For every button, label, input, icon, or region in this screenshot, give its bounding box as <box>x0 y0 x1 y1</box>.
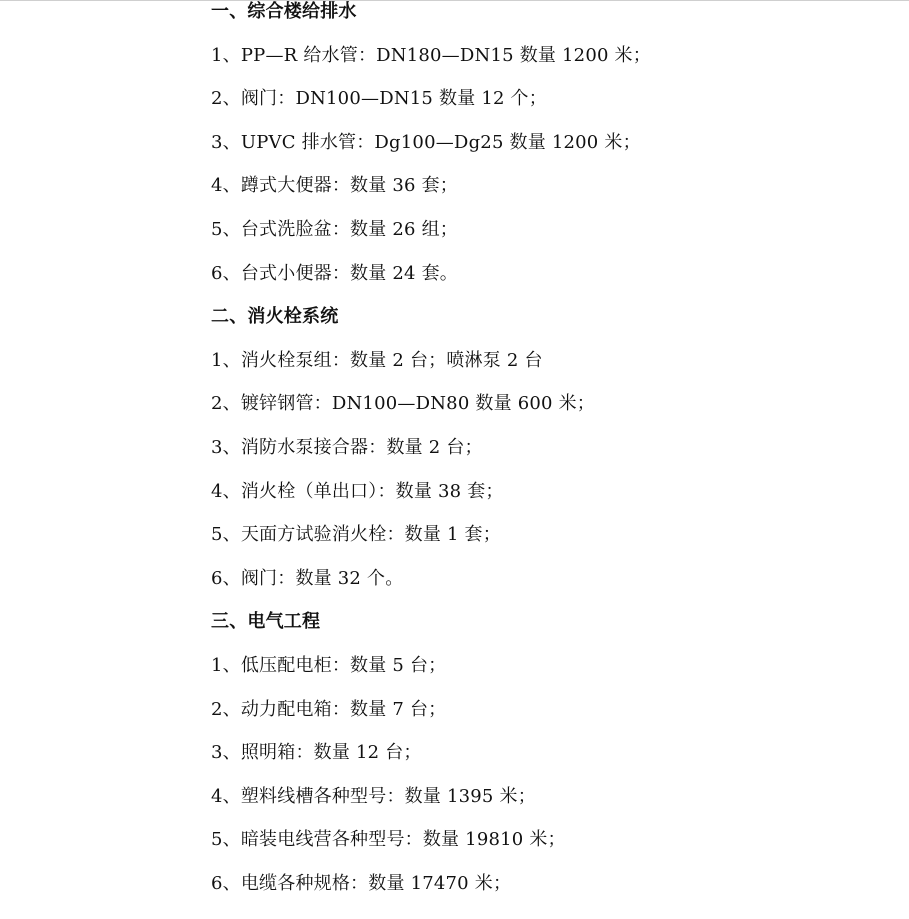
list-item: 5、暗装电线营各种型号：数量 19810 米； <box>211 829 566 851</box>
list-item: 2、动力配电箱：数量 7 台； <box>211 698 447 720</box>
section-heading-2: 二、消火栓系统 <box>211 306 339 328</box>
section-heading-3: 三、电气工程 <box>211 611 321 633</box>
list-item: 6、阀门：数量 32 个。 <box>211 567 404 589</box>
list-item: 4、塑料线槽各种型号：数量 1395 米； <box>211 785 536 807</box>
list-item: 5、天面方试验消火栓：数量 1 套； <box>211 524 501 546</box>
list-item: 2、镀锌钢管：DN100—DN80 数量 600 米； <box>211 393 595 415</box>
list-item: 4、消火栓（单出口）：数量 38 套； <box>211 480 504 502</box>
list-item: 3、UPVC 排水管：Dg100—Dg25 数量 1200 米； <box>211 131 641 153</box>
list-item: 1、PP—R 给水管：DN180—DN15 数量 1200 米； <box>211 44 651 66</box>
list-item: 1、低压配电柜：数量 5 台； <box>211 654 447 676</box>
list-item: 2、阀门：DN100—DN15 数量 12 个； <box>211 88 547 110</box>
list-item: 1、消火栓泵组：数量 2 台；喷淋泵 2 台 <box>211 349 543 371</box>
list-item: 6、电缆各种规格：数量 17470 米； <box>211 872 512 894</box>
list-item: 3、照明箱：数量 12 台； <box>211 742 422 764</box>
list-item: 6、台式小便器：数量 24 套。 <box>211 262 458 284</box>
list-item: 5、台式洗脸盆：数量 26 组； <box>211 218 458 240</box>
document-body <box>211 0 891 905</box>
list-item: 4、蹲式大便器：数量 36 套； <box>211 175 458 197</box>
list-item: 3、消防水泵接合器：数量 2 台； <box>211 436 483 458</box>
section-heading-1: 一、综合楼给排水 <box>211 1 357 22</box>
